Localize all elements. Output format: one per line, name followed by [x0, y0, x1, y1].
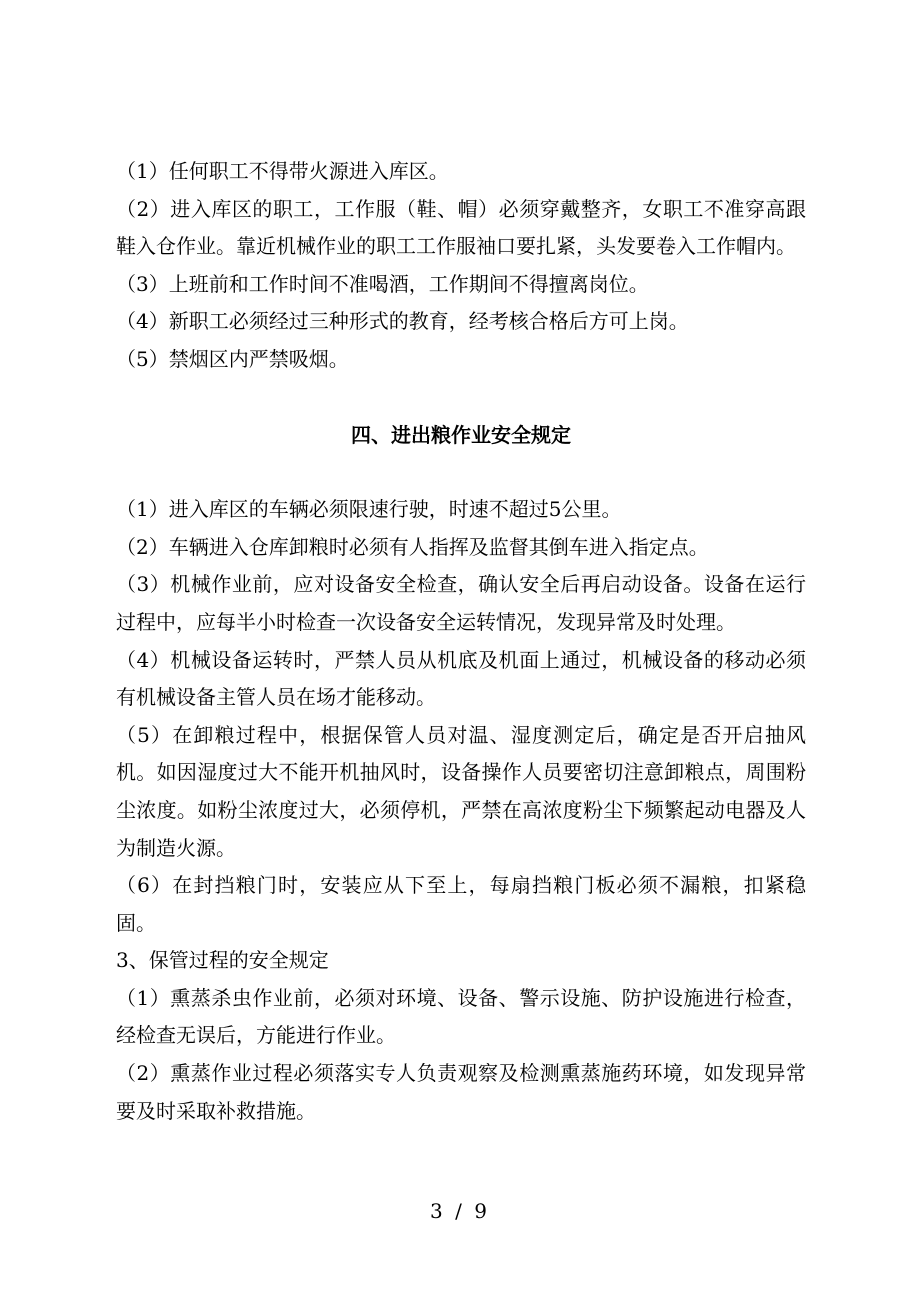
rule-paragraph: （5）禁烟区内严禁吸烟。	[116, 346, 349, 371]
rule-paragraph: （1）进入库区的车辆必须限速行驶，时速不超过5公里。	[116, 497, 622, 522]
page-number: 3 / 9	[430, 1199, 490, 1223]
rule-paragraph: （3）上班前和工作时间不准喝酒，工作期间不得擅离岗位。	[116, 271, 649, 296]
rule-paragraph: （6）在封挡粮门时，安装应从下至上，每扇挡粮门板必须不漏粮，扣紧稳固。	[116, 873, 806, 935]
rule-paragraph: （4）机械设备运转时，严禁人员从机底及机面上通过，机械设备的移动必须有机械设备主管人员在场才能移动。	[116, 647, 806, 710]
rule-paragraph: （1）任何职工不得带火源进入库区。	[116, 159, 449, 183]
document-body	[116, 153, 806, 1130]
section-heading: 四、进出粮作业安全规定	[351, 422, 571, 447]
rule-paragraph: （2）车辆进入仓库卸粮时必须有人指挥及监督其倒车进入指定点。	[116, 534, 709, 559]
rule-paragraph: （4）新职工必须经过三种形式的教育，经考核合格后方可上岗。	[116, 309, 689, 334]
rule-paragraph: （2）熏蒸作业过程必须落实专人负责观察及检测熏蒸施药环境，如发现异常要及时采取补救措施。	[116, 1061, 806, 1123]
rule-paragraph: （5）在卸粮过程中，根据保管人员对温、湿度测定后，确定是否开启抽风机。如因湿度过大不能开机抽风时，设备操作人员要密切注意卸粮点，周围粉尘浓度。如粉尘浓度过大，必须停机，严禁在高浓度粉尘下频繁起动电器及人为制造火源。	[116, 722, 806, 860]
rule-paragraph: （1）熏蒸杀虫作业前，必须对环境、设备、警示设施、防护设施进行检查，经检查无误后，方能进行作业。	[116, 985, 806, 1048]
rule-paragraph: （2）进入库区的职工，工作服（鞋、帽）必须穿戴整齐，女职工不准穿高跟鞋入仓作业。靠近机械作业的职工工作服袖口要扎紧，头发要卷入工作帽内。	[116, 196, 806, 259]
rule-paragraph: （3）机械作业前，应对设备安全检查，确认安全后再启动设备。设备在运行过程中，应每半小时检查一次设备安全运转情况，发现异常及时处理。	[116, 572, 806, 634]
subsection-heading: 3、保管过程的安全规定	[116, 948, 329, 973]
